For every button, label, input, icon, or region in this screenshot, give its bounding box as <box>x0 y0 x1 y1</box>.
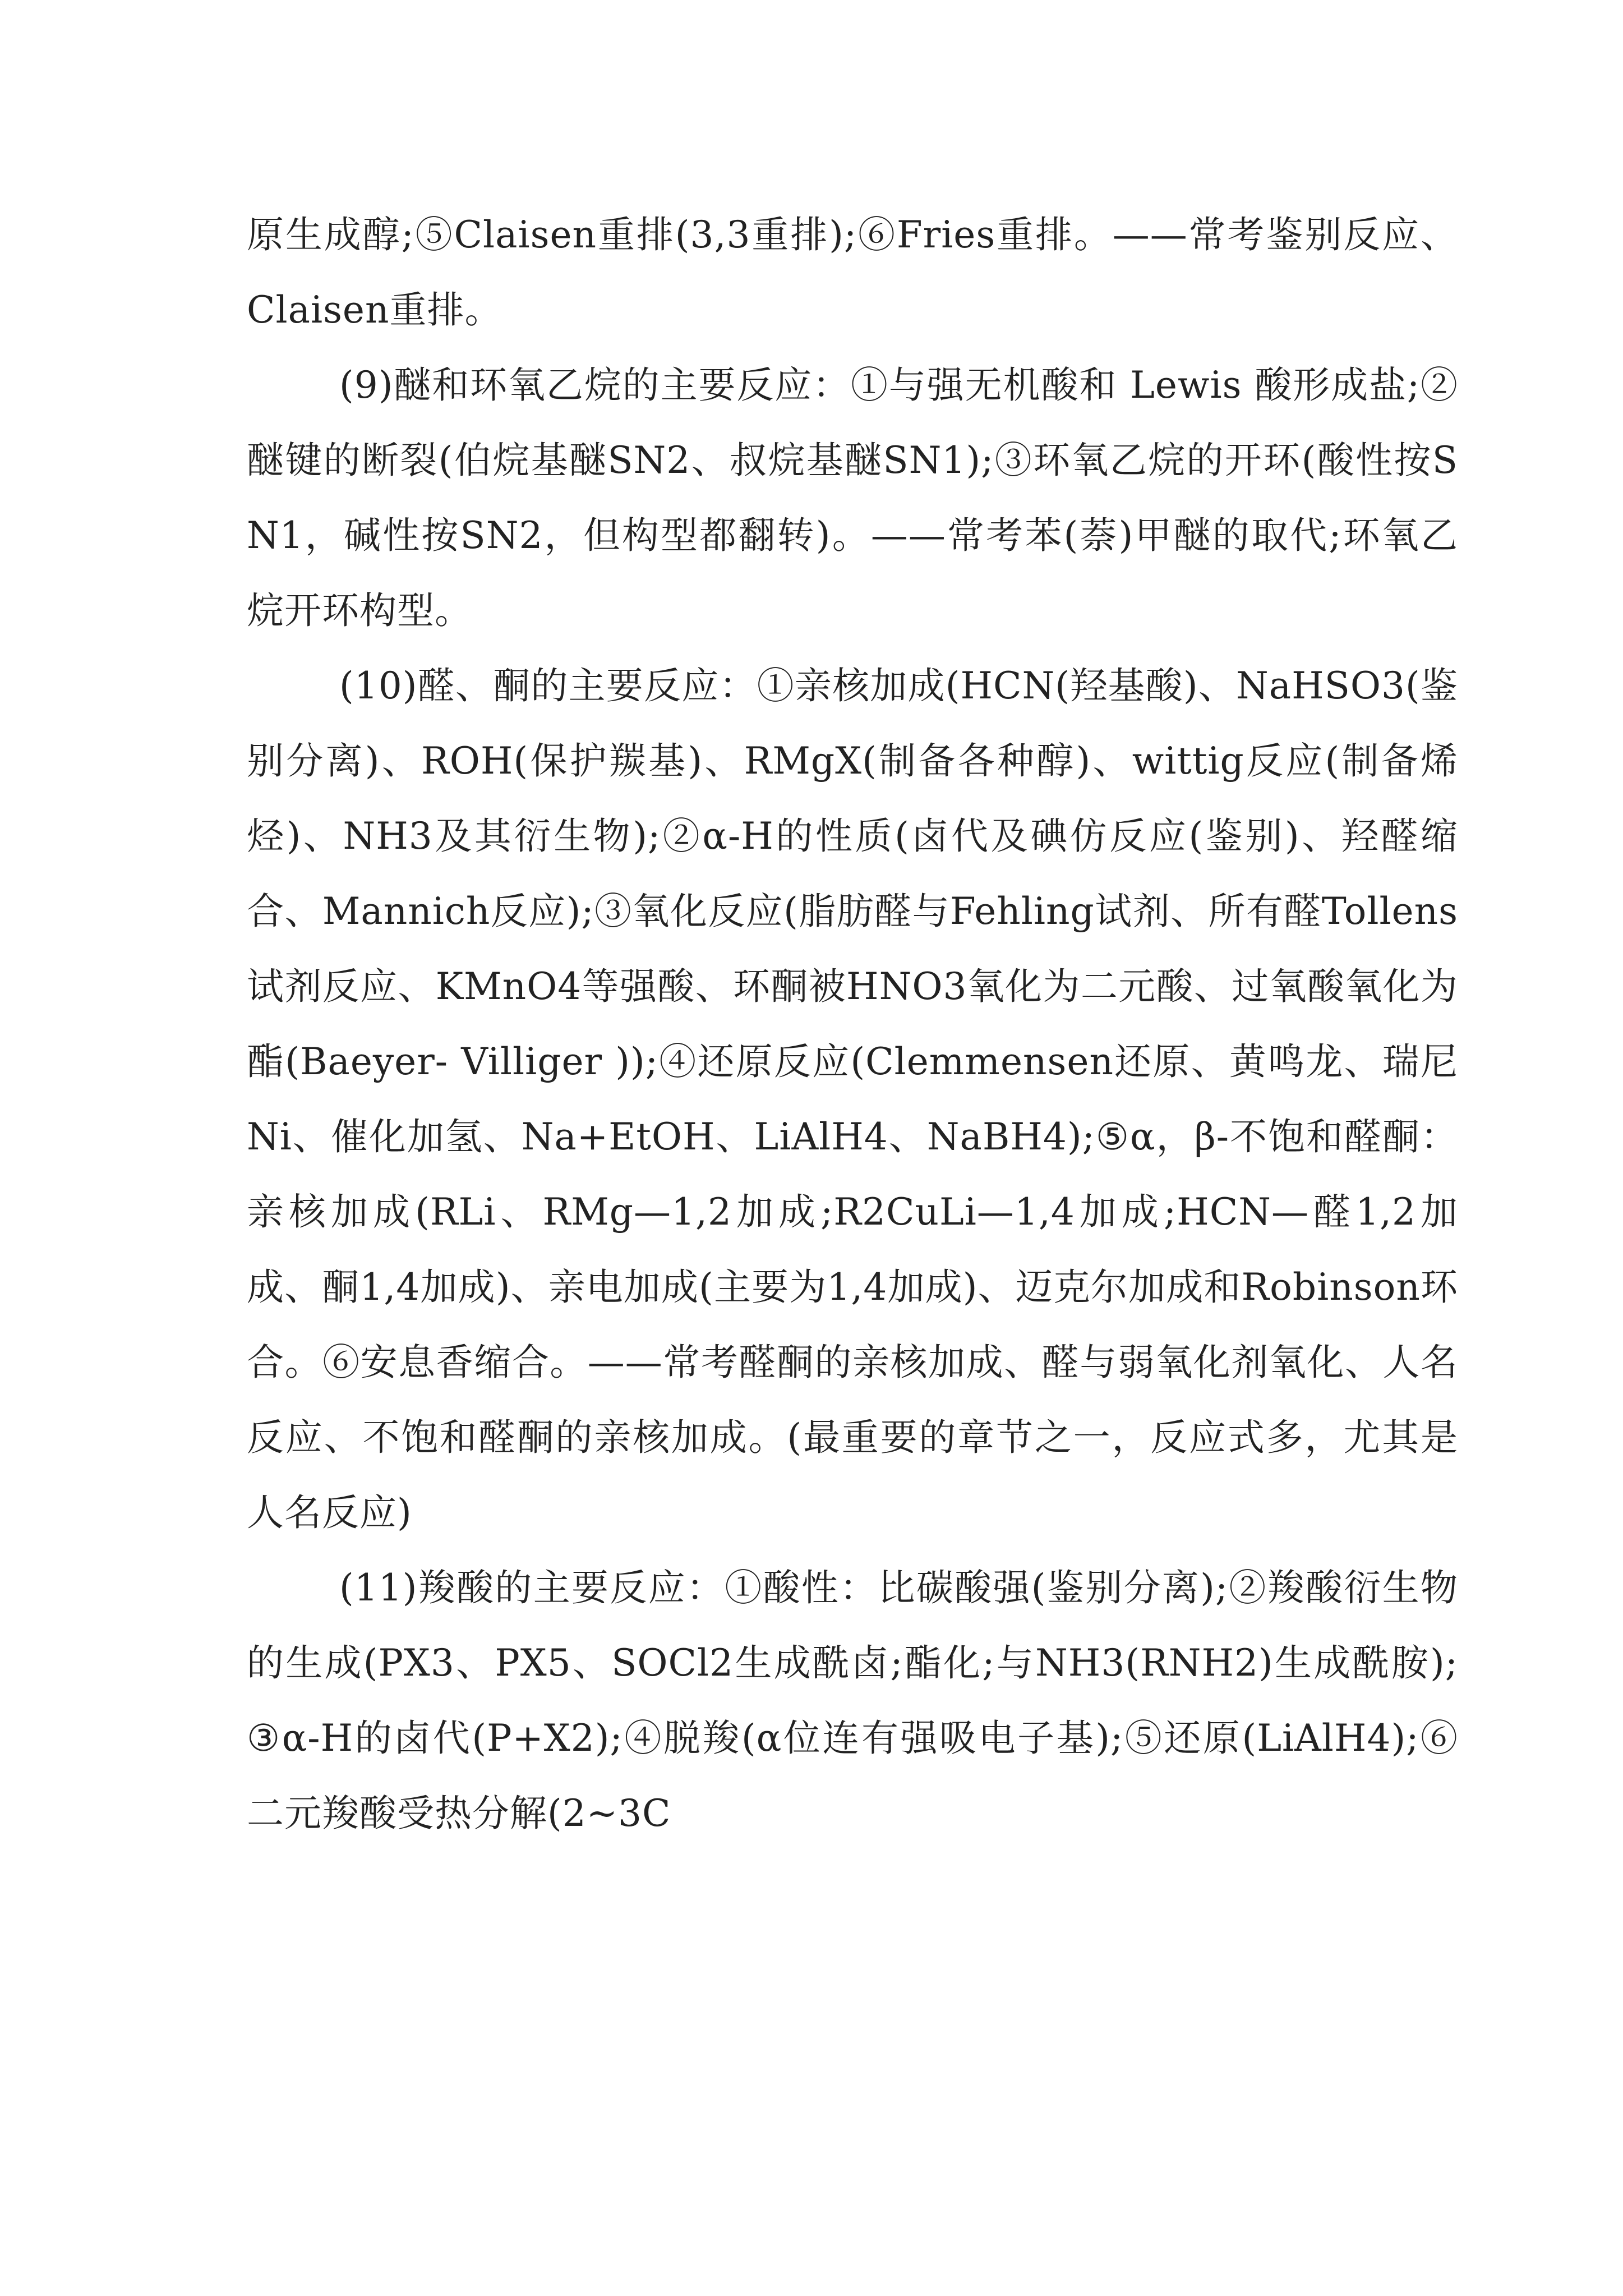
paragraph-9-ethers: (9)醚和环氧乙烷的主要反应：①与强无机酸和 Lewis 酸形成盐;②醚键的断裂(伯烷基醚SN2、叔烷基醚SN1);③环氧乙烷的开环(酸性按SN1，碱性按SN2，但构型都翻转)。——常考苯(萘)甲醚的取代;环氧乙烷开环构型。 <box>247 364 1458 632</box>
document-body <box>247 197 1458 1851</box>
paragraph-8-continuation: 原生成醇;⑤Claisen重排(3,3重排);⑥Fries重排。——常考鉴别反应、Claisen重排。 <box>247 213 1458 332</box>
paragraph-10-aldehydes-ketones: (10)醛、酮的主要反应：①亲核加成(HCN(羟基酸)、NaHSO3(鉴别分离)、ROH(保护羰基)、RMgX(制备各种醇)、wittig反应(制备烯烃)、NH3及其衍生物);②α-H的性质(卤代及碘仿反应(鉴别)、羟醛缩合、Mannich反应);③氧化反应(脂肪醛与Fehling试剂、所有醛Tollens试剂反应、KMnO4等强酸、环酮被HNO3氧化为二元酸、过氧酸氧化为酯(Baeyer- Villiger ));④还原反应(Clemmensen还原、黄鸣龙、瑞尼Ni、催化加氢、Na+EtOH、LiAlH4、NaBH4);⑤α，β-不饱和醛酮：亲核加成(RLi、RMg—1,2加成;R2CuLi—1,4加成;HCN—醛1,2加成、酮1,4加成)、亲电加成(主要为1,4加成)、迈克尔加成和Robinson环合。⑥安息香缩合。——常考醛酮的亲核加成、醛与弱氧化剂氧化、人名反应、不饱和醛酮的亲核加成。(最重要的章节之一，反应式多，尤其是人名反应) <box>247 664 1458 1534</box>
paragraph-11-carboxylic-acids: (11)羧酸的主要反应：①酸性：比碳酸强(鉴别分离);②羧酸衍生物的生成(PX3、PX5、SOCl2生成酰卤;酯化;与NH3(RNH2)生成酰胺);③α-H的卤代(P+X2);④脱羧(α位连有强吸电子基);⑤还原(LiAlH4);⑥二元羧酸受热分解(2~3C <box>247 1566 1458 1835</box>
